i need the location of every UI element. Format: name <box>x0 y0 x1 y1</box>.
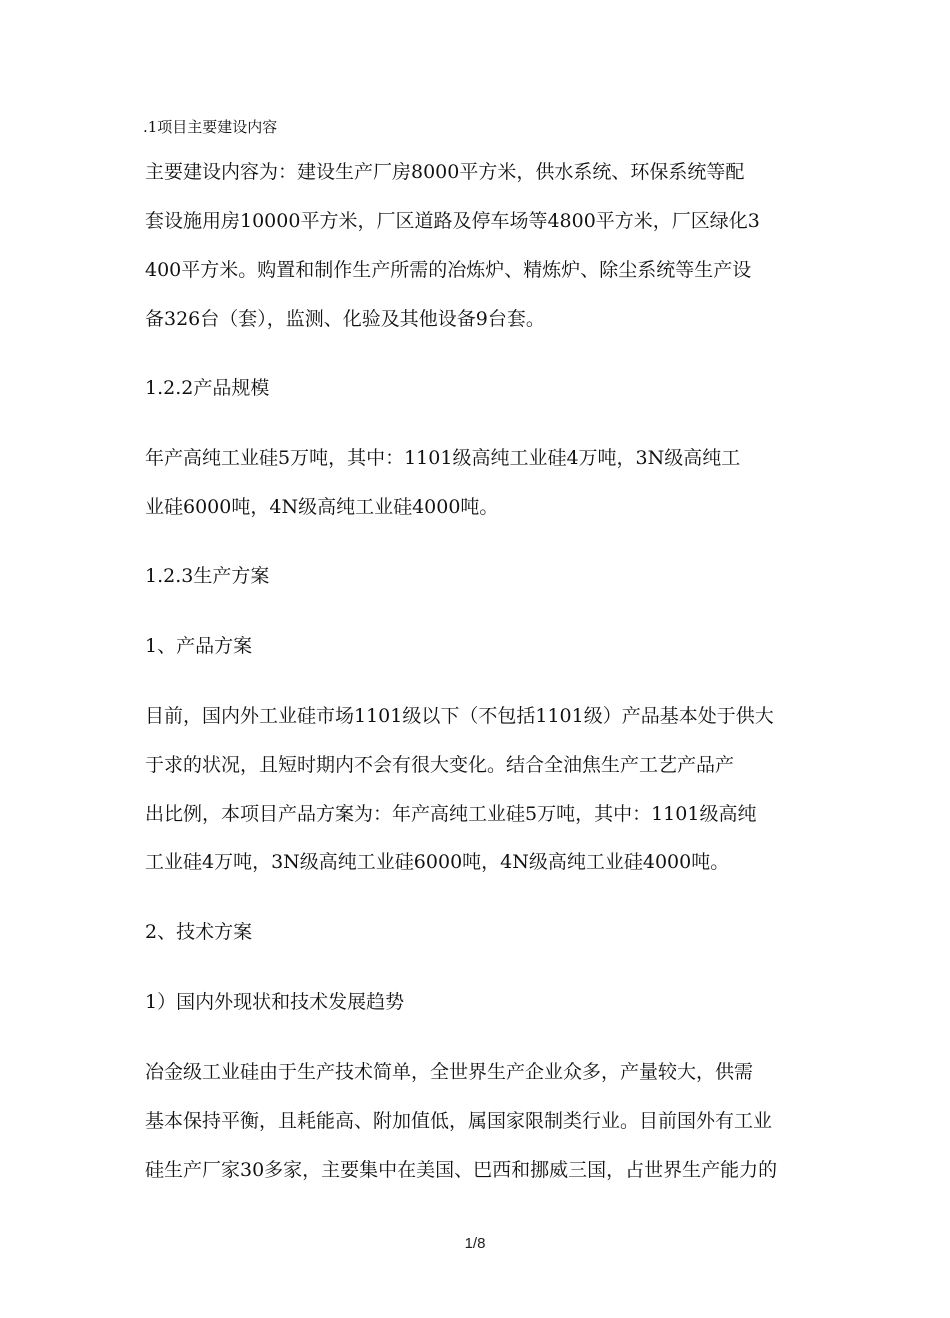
heading-product-plan: 1、产品方案 <box>145 635 253 657</box>
page-number: 1/8 <box>464 1235 486 1252</box>
paragraph-line: 目前，国内外工业硅市场1101级以下（不包括1101级）产品基本处于供大 <box>145 705 774 727</box>
paragraph-line: 于求的状况，且短时期内不会有很大变化。结合全油焦生产工艺产品产 <box>145 754 735 776</box>
paragraph-line: 年产高纯工业硅5万吨，其中：1101级高纯工业硅4万吨，3N级高纯工 <box>145 447 741 469</box>
heading-product-scale: 1.2.2产品规模 <box>145 377 270 399</box>
paragraph-line: 硅生产厂家30多家，主要集中在美国、巴西和挪威三国，占世界生产能力的 <box>145 1159 778 1181</box>
paragraph-line: 基本保持平衡，且耗能高、附加值低，属国家限制类行业。目前国外有工业 <box>145 1110 773 1132</box>
paragraph-line: 出比例，本项目产品方案为：年产高纯工业硅5万吨，其中：1101级高纯 <box>145 803 757 825</box>
paragraph-line: 主要建设内容为：建设生产厂房8000平方米，供水系统、环保系统等配 <box>145 161 745 183</box>
paragraph-line: 备326台（套），监测、化验及其他设备9台套。 <box>145 308 545 330</box>
paragraph-line: 400平方米。购置和制作生产所需的冶炼炉、精炼炉、除尘系统等生产设 <box>145 259 752 281</box>
paragraph-line: 业硅6000吨，4N级高纯工业硅4000吨。 <box>145 496 499 518</box>
section-heading: .1项目主要建设内容 <box>143 118 278 136</box>
heading-tech-plan: 2、技术方案 <box>145 921 253 943</box>
paragraph-line: 套设施用房10000平方米，厂区道路及停车场等4800平方米，厂区绿化3 <box>145 210 760 232</box>
paragraph-line: 工业硅4万吨，3N级高纯工业硅6000吨，4N级高纯工业硅4000吨。 <box>145 851 730 873</box>
heading-production-plan: 1.2.3生产方案 <box>145 565 270 587</box>
heading-status-trend: 1）国内外现状和技术发展趋势 <box>145 991 405 1013</box>
paragraph-line: 冶金级工业硅由于生产技术简单，全世界生产企业众多，产量较大，供需 <box>145 1061 754 1083</box>
